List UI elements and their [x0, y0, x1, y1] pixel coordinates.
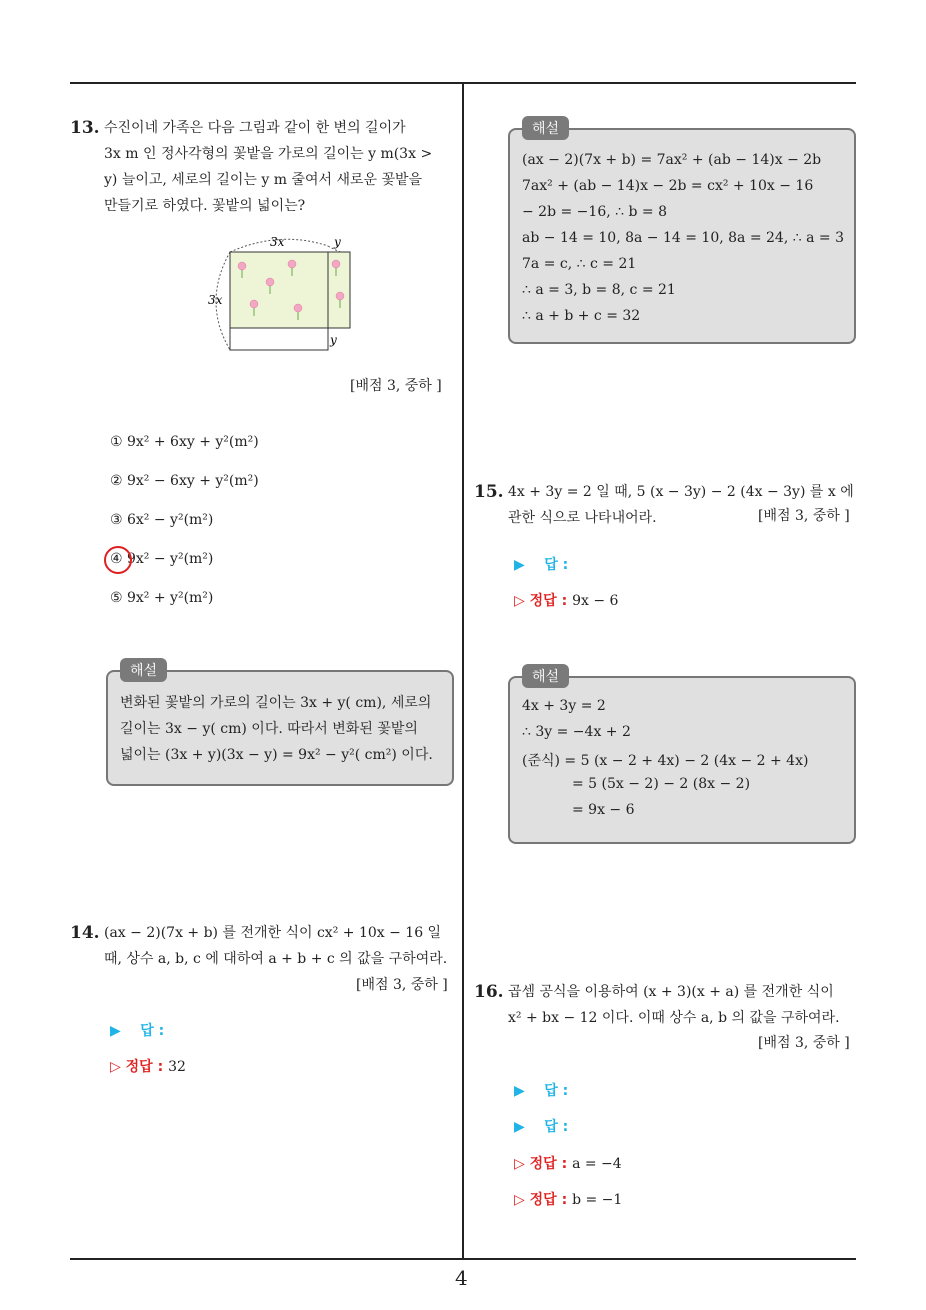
answer-label: 답 :	[544, 1119, 569, 1135]
explanation-line: ab − 14 = 10, 8a − 14 = 10, 8a = 24, ∴ a = 3	[522, 230, 844, 246]
q14-correct-answer	[110, 1056, 186, 1076]
explanation-label: 해설	[120, 658, 167, 682]
q15-explanation-box	[508, 669, 856, 844]
correct-value: 9x − 6	[572, 593, 619, 609]
q15-answer-field[interactable]	[514, 554, 568, 574]
q16-number: 16.	[474, 982, 504, 1002]
q16-correct-answer-1	[514, 1153, 622, 1173]
play-triangle-icon: ▶	[514, 557, 525, 573]
q15-line: 관한 식으로 나타내어라.	[508, 510, 657, 526]
play-triangle-icon: ▶	[110, 1023, 121, 1039]
outline-triangle-icon: ▷	[514, 593, 525, 609]
play-triangle-icon: ▶	[514, 1083, 525, 1099]
explanation-line: = 5 (5x − 2) − 2 (8x − 2)	[572, 776, 751, 792]
answer-label: 답 :	[140, 1023, 165, 1039]
correct-label: 정답 :	[125, 1059, 164, 1075]
explanation-line: 4x + 3y = 2	[522, 698, 606, 714]
q13-choice-1[interactable]: ① 9x² + 6xy + y²(m²)	[110, 434, 259, 450]
explanation-line: = 9x − 6	[572, 802, 635, 818]
explanation-label: 해설	[522, 116, 569, 140]
figure-label-top: 3x	[270, 235, 285, 249]
correct-value: b = −1	[572, 1192, 623, 1208]
correct-label: 정답 :	[529, 1192, 568, 1208]
q13-choice-4[interactable]: ④ 9x² − y²(m²)	[110, 551, 214, 567]
explanation-line: 7a = c, ∴ c = 21	[522, 256, 637, 272]
explanation-line: (준식) = 5 (x − 2 + 4x) − 2 (4x − 2 + 4x)	[522, 753, 809, 769]
explanation-line: 넓이는 (3x + y)(3x − y) = 9x² − y²( cm²) 이다.	[120, 747, 433, 763]
answer-label: 답 :	[544, 557, 569, 573]
q15-points: [배점 3, 중하 ]	[758, 508, 850, 524]
q13-line: 만들기로 하였다. 꽃밭의 넓이는?	[104, 198, 306, 214]
removed-strip	[230, 328, 328, 350]
q14-answer-field[interactable]	[110, 1020, 164, 1040]
correct-label: 정답 :	[529, 1156, 568, 1172]
correct-value: a = −4	[572, 1156, 622, 1172]
q13-number: 13.	[70, 118, 100, 138]
q13-explanation-box	[106, 663, 454, 786]
q13-line: y) 늘이고, 세로의 길이는 y m 줄여서 새로운 꽃밭을	[104, 172, 423, 188]
flower-icon	[250, 300, 258, 308]
q14-explanation-box	[508, 121, 856, 344]
flower-icon	[294, 304, 302, 312]
play-triangle-icon: ▶	[514, 1119, 525, 1135]
q16-line: x² + bx − 12 이다. 이때 상수 a, b 의 값을 구하여라.	[508, 1010, 840, 1026]
q16-answer-field-1[interactable]	[514, 1080, 568, 1100]
q14-points: [배점 3, 중하 ]	[356, 977, 448, 993]
outline-triangle-icon: ▷	[110, 1059, 121, 1075]
figure-label-bottom-right: y	[330, 333, 337, 347]
explanation-line: ∴ a = 3, b = 8, c = 21	[522, 282, 676, 298]
q15-line: 4x + 3y = 2 일 때, 5 (x − 3y) − 2 (4x − 3y) 를 x 에	[508, 484, 854, 500]
flower-icon	[288, 260, 296, 268]
q13-text	[104, 115, 456, 219]
q14-text	[104, 920, 456, 972]
q16-line: 곱셈 공식을 이용하여 (x + 3)(x + a) 를 전개한 식이	[508, 984, 834, 1000]
answer-label: 답 :	[544, 1083, 569, 1099]
flower-icon	[266, 278, 274, 286]
q15-number: 15.	[474, 482, 504, 502]
flower-garden-figure	[200, 232, 360, 354]
q13-choice-5[interactable]: ⑤ 9x² + y²(m²)	[110, 590, 214, 606]
q16-points: [배점 3, 중하 ]	[758, 1035, 850, 1051]
q13-points: [배점 3, 중하 ]	[350, 378, 442, 394]
q16-text	[508, 979, 860, 1031]
explanation-line: (ax − 2)(7x + b) = 7ax² + (ab − 14)x − 2b	[522, 152, 822, 168]
q13-line: 3x m 인 정사각형의 꽃밭을 가로의 길이는 y m(3x >	[104, 146, 433, 162]
explanation-label: 해설	[522, 664, 569, 688]
explanation-line: ∴ 3y = −4x + 2	[522, 724, 631, 740]
q14-number: 14.	[70, 923, 100, 943]
q13-choice-3[interactable]: ③ 6x² − y²(m²)	[110, 512, 214, 528]
correct-value: 32	[168, 1059, 186, 1075]
center-divider	[462, 84, 464, 1260]
flower-icon	[332, 260, 340, 268]
q13-choice-2[interactable]: ② 9x² − 6xy + y²(m²)	[110, 473, 259, 489]
selected-answer-circle	[104, 546, 132, 574]
explanation-line: ∴ a + b + c = 32	[522, 308, 641, 324]
flower-icon	[336, 292, 344, 300]
explanation-line: 변화된 꽃밭의 가로의 길이는 3x + y( cm), 세로의	[120, 695, 432, 711]
q14-line: 때, 상수 a, b, c 에 대하여 a + b + c 의 값을 구하여라.	[104, 951, 448, 967]
q15-correct-answer	[514, 590, 618, 610]
flower-icon	[238, 262, 246, 270]
explanation-line: 길이는 3x − y( cm) 이다. 따라서 변화된 꽃밭의	[120, 721, 418, 737]
q14-line: (ax − 2)(7x + b) 를 전개한 식이 cx² + 10x − 16 일	[104, 925, 442, 941]
page-number: 4	[455, 1266, 468, 1290]
explanation-line: − 2b = −16, ∴ b = 8	[522, 204, 667, 220]
q13-line: 수진이네 가족은 다음 그림과 같이 한 변의 길이가	[104, 120, 406, 136]
bottom-rule	[70, 1258, 856, 1260]
explanation-line: 7ax² + (ab − 14)x − 2b = cx² + 10x − 16	[522, 178, 814, 194]
correct-label: 정답 :	[529, 593, 568, 609]
q16-correct-answer-2	[514, 1189, 622, 1209]
outline-triangle-icon: ▷	[514, 1192, 525, 1208]
figure-label-left: 3x	[208, 293, 223, 307]
outline-triangle-icon: ▷	[514, 1156, 525, 1172]
figure-label-top-right: y	[334, 235, 341, 249]
q16-answer-field-2[interactable]	[514, 1116, 568, 1136]
